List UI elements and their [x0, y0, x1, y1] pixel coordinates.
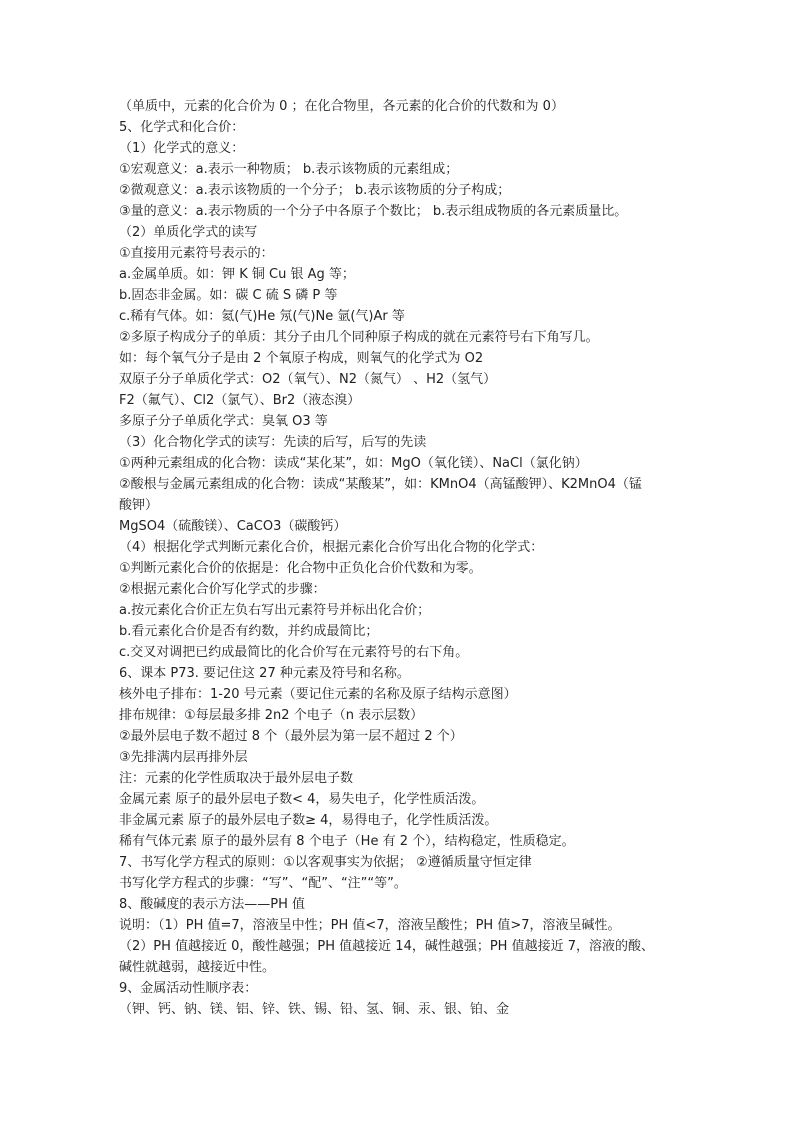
text-line: ①宏观意义：a.表示一种物质； b.表示该物质的元素组成；	[119, 162, 459, 177]
text-line: 说明：（1）PH 值=7，溶液呈中性；PH 值<7，溶液呈酸性；PH 值>7，溶液呈碱性。	[119, 918, 621, 933]
text-line: 双原子分子单质化学式：O2（氧气）、N2（氮气） 、H2（氢气）	[119, 372, 497, 387]
text-line: ②根据元素化合价写化学式的步骤：	[119, 582, 326, 597]
text-line: b.看元素化合价是否有约数，并约成最简比；	[119, 624, 379, 639]
text-line: ①判断元素化合价的依据是：化合物中正负化合价代数和为零。	[119, 561, 482, 576]
text-line: ①两种元素组成的化合物：读成“某化某”，如：MgO（氧化镁）、NaCl（氯化钠）	[119, 456, 588, 471]
text-line: 注：元素的化学性质取决于最外层电子数	[119, 771, 354, 786]
text-line: 书写化学方程式的步骤：“写”、“配”、“注”“等”。	[119, 876, 407, 891]
text-line: （2）PH 值越接近 0，酸性越强；PH 值越接近 14，碱性越强；PH 值越接近 7，溶液的酸、	[119, 939, 654, 954]
text-line: 碱性就越弱，越接近中性。	[119, 960, 276, 975]
text-line: 稀有气体元素 原子的最外层有 8 个电子（He 有 2 个），结构稳定，性质稳定。	[119, 834, 575, 849]
subsection-heading: （1）化学式的意义：	[119, 141, 245, 156]
text-line: F2（氟气）、Cl2（氯气）、Br2（液态溴）	[119, 393, 361, 408]
text-line: 如：每个氧气分子是由 2 个氧原子构成，则氧气的化学式为 O2	[119, 351, 484, 366]
text-line: ②最外层电子数不超过 8 个（最外层为第一层不超过 2 个）	[119, 729, 463, 744]
section-heading: 6、课本 P73. 要记住这 27 种元素及符号和名称。	[119, 666, 410, 681]
section-heading: 5、化学式和化合价：	[119, 120, 245, 135]
text-line: 核外电子排布：1-20 号元素（要记住元素的名称及原子结构示意图）	[119, 687, 517, 702]
text-line: c.交叉对调把已约成最简比的化合价写在元素符号的右下角。	[119, 645, 469, 660]
text-line: （单质中，元素的化合价为 0 ；在化合物里，各元素的化合价的代数和为 0）	[119, 99, 564, 114]
subsection-heading: （4）根据化学式判断元素化合价，根据元素化合价写出化合物的化学式：	[119, 540, 544, 555]
text-line: ②微观意义：a.表示该物质的一个分子； b.表示该物质的分子构成；	[119, 183, 511, 198]
subsection-heading: （3）化合物化学式的读写：先读的后写，后写的先读	[119, 435, 427, 450]
text-line: ①直接用元素符号表示的：	[119, 246, 274, 261]
text-line: c.稀有气体。如：氦(气)He 氖(气)Ne 氩(气)Ar 等	[119, 309, 405, 324]
text-line: 多原子分子单质化学式：臭氧 O3 等	[119, 414, 328, 429]
text-line: 非金属元素 原子的最外层电子数≥ 4，易得电子，化学性质活泼。	[119, 813, 498, 828]
text-line: 排布规律：①每层最多排 2n2 个电子（n 表示层数）	[119, 708, 424, 723]
text-line: MgSO4（硫酸镁）、CaCO3（碳酸钙）	[119, 519, 347, 534]
text-line: ②多原子构成分子的单质：其分子由几个同种原子构成的就在元素符号右下角写几。	[119, 330, 599, 345]
text-line: b.固态非金属。如：碳 C 硫 S 磷 P 等	[119, 288, 338, 303]
section-heading: 7、书写化学方程式的原则：①以客观事实为依据； ②遵循质量守恒定律	[119, 855, 532, 870]
section-heading: 9、金属活动性顺序表：	[119, 981, 258, 996]
text-line: a.按元素化合价正左负右写出元素符号并标出化合价；	[119, 603, 431, 618]
text-line: ③量的意义：a.表示物质的一个分子中各原子个数比； b.表示组成物质的各元素质量比。	[119, 204, 628, 219]
text-line: ③先排满内层再排外层	[119, 750, 248, 765]
document-body	[119, 96, 691, 1020]
text-line: 酸钾）	[119, 498, 159, 513]
text-line: a.金属单质。如：钾 K 铜 Cu 银 Ag 等；	[119, 267, 355, 282]
text-line: 金属元素 原子的最外层电子数< 4，易失电子，化学性质活泼。	[119, 792, 485, 807]
text-line: ②酸根与金属元素组成的化合物：读成“某酸某”，如：KMnO4（高锰酸钾）、K2MnO4（锰	[119, 477, 642, 492]
subsection-heading: （2）单质化学式的读写	[119, 225, 258, 240]
section-heading: 8、酸碱度的表示方法——PH 值	[119, 897, 306, 912]
text-line: （钾、钙、钠、镁、铝、锌、铁、锡、铅、氢、铜、汞、银、铂、金	[119, 1002, 510, 1017]
